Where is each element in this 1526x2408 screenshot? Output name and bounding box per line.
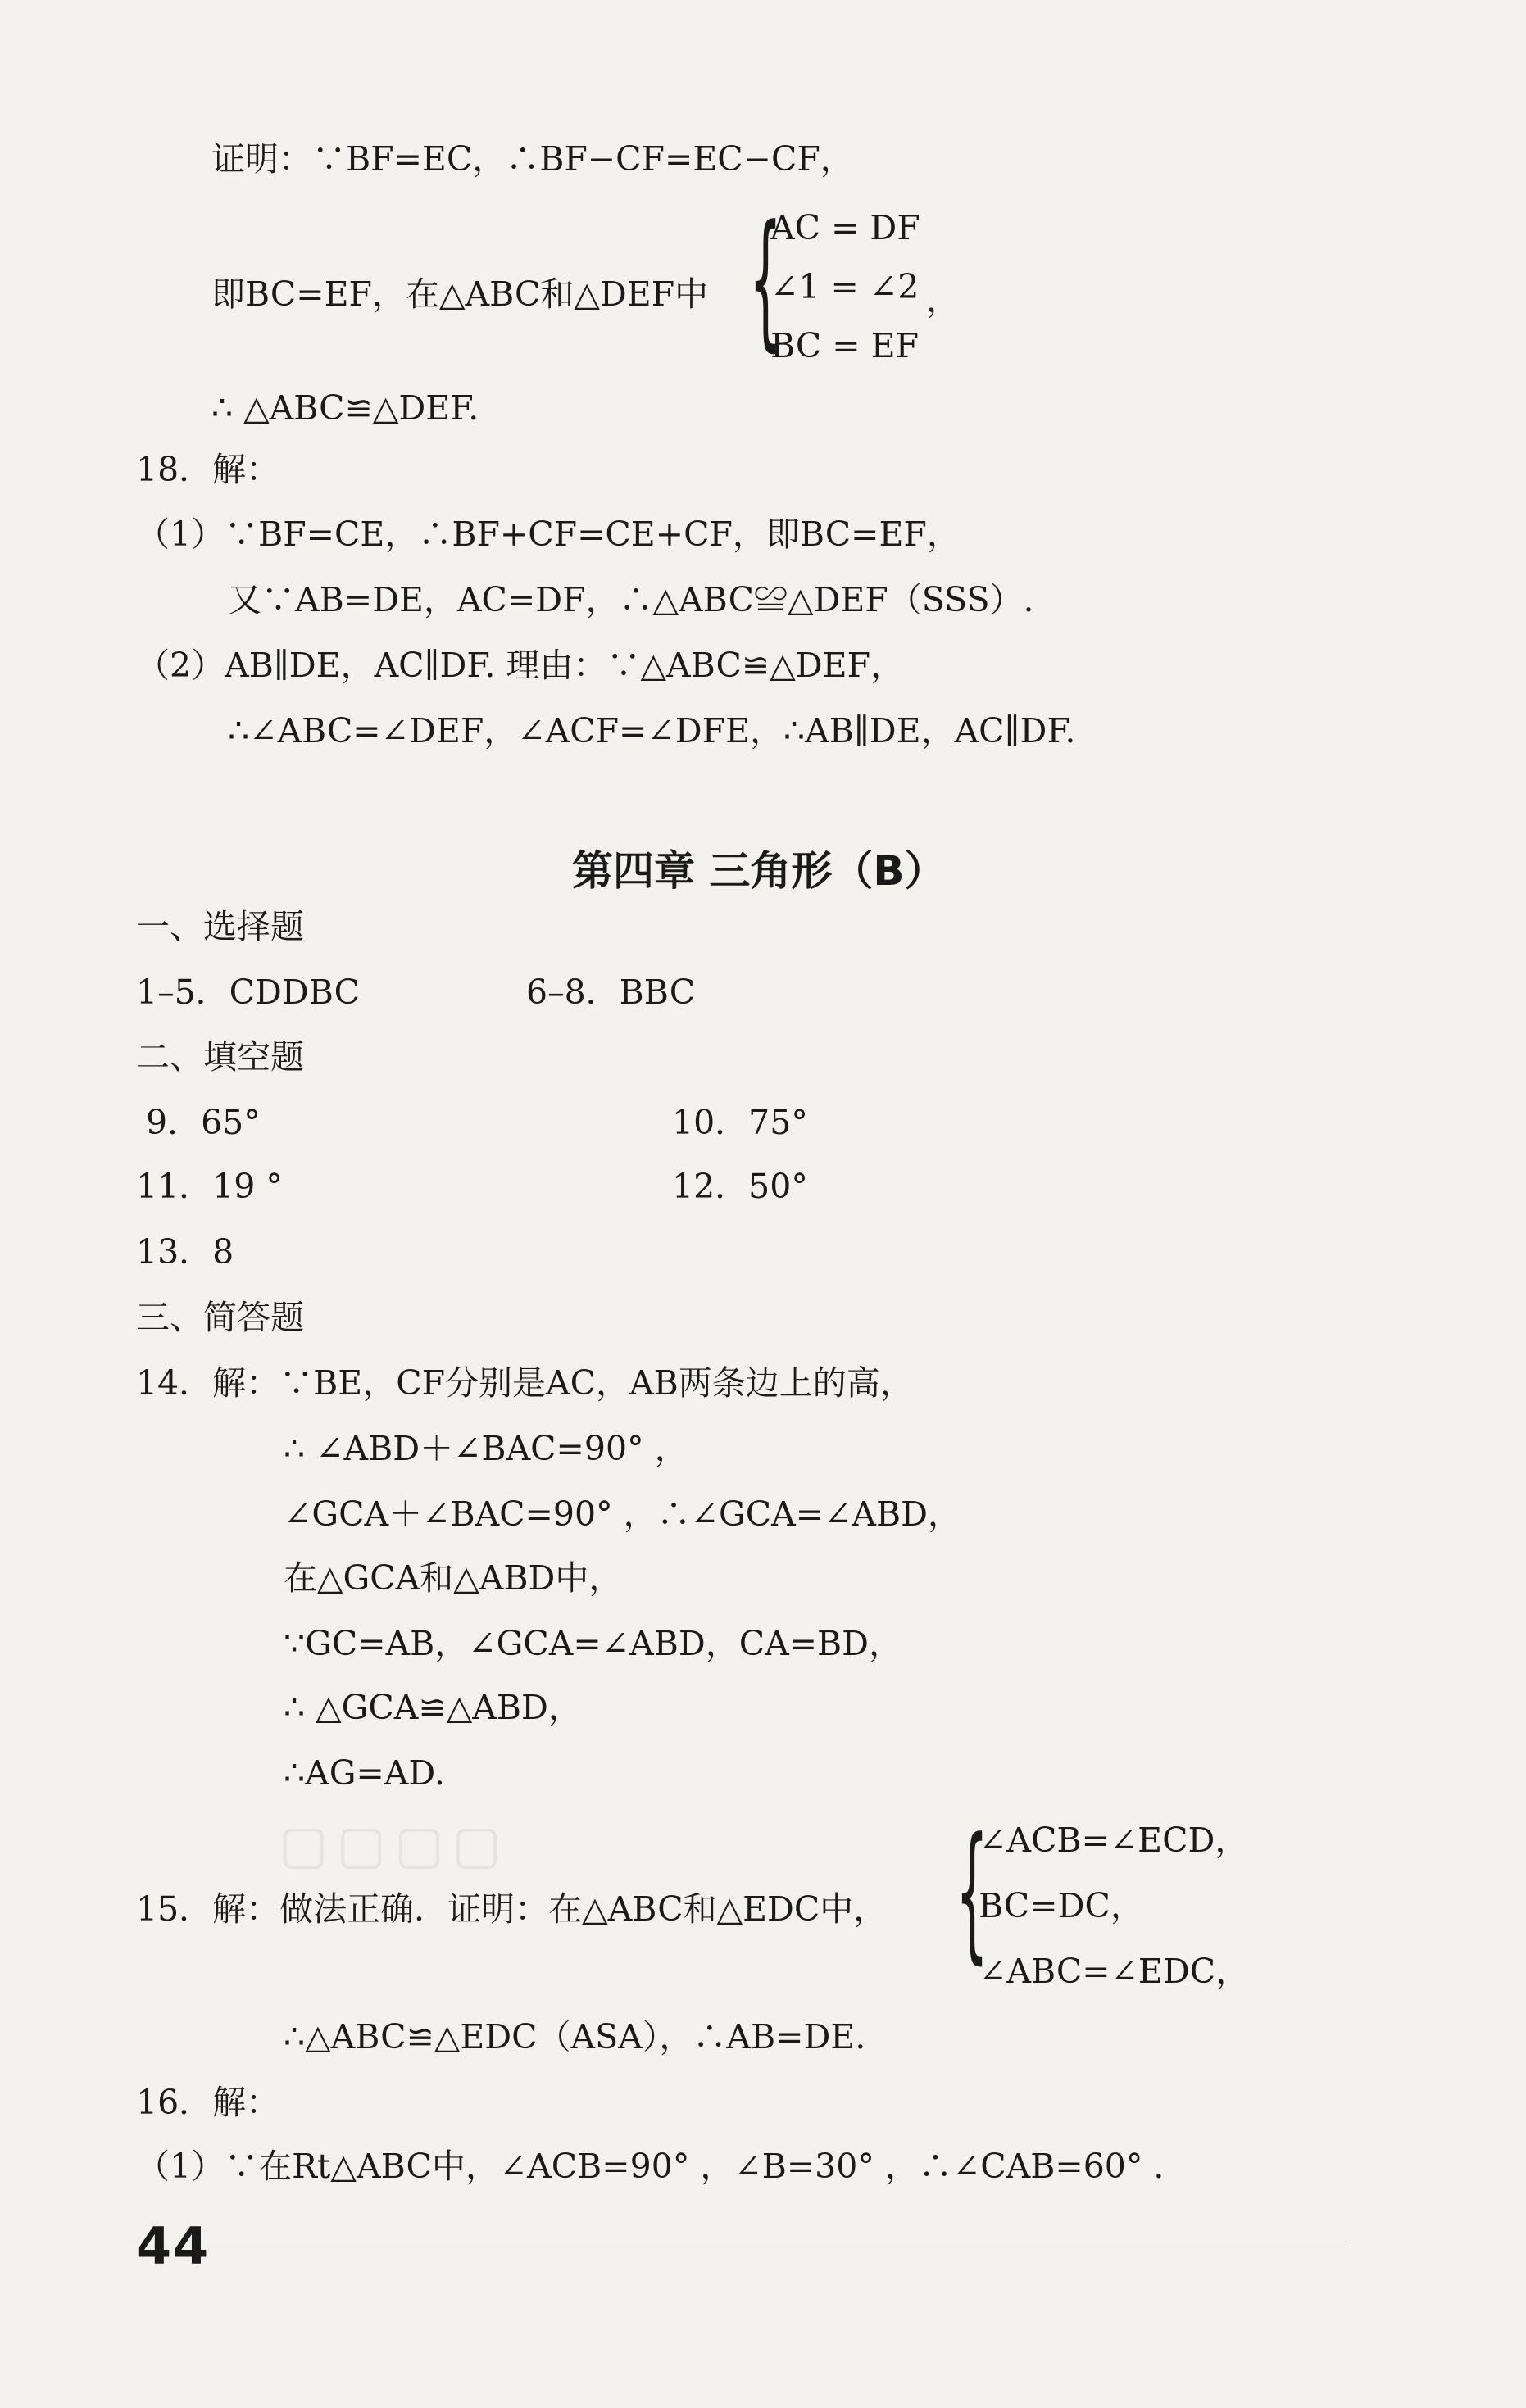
- brace-icon: {: [749, 194, 783, 365]
- choice-answers-2: 6–8．BBC: [526, 973, 696, 1012]
- brace-icon: {: [956, 1807, 989, 1978]
- section-fill: 二、填空题: [136, 1037, 304, 1077]
- q18-part1-line2: 又∵AB=DE，AC=DF，∴△ABC≌△DEF（SSS）.: [228, 580, 1034, 619]
- q14-line3: ∠GCA＋∠BAC=90° ，∴∠GCA=∠ABD，: [284, 1494, 962, 1534]
- fill-answer-13: 13．8: [136, 1232, 234, 1272]
- proof-conclusion: ∴ △ABC≌△DEF.: [211, 388, 479, 428]
- condition-brace-2: [956, 1807, 1300, 1999]
- condition-bc-dc: BC=DC，: [979, 1886, 1144, 1925]
- fill-answer-9: 9．65°: [146, 1103, 261, 1142]
- watermark-mark: ▢▢▢▢: [279, 1815, 510, 1875]
- q18-part2-line2: ∴∠ABC=∠DEF，∠ACF=∠DFE，∴AB∥DE，AC∥DF.: [228, 711, 1076, 751]
- q15-line2: ∴△ABC≌△EDC（ASA），∴AB=DE.: [284, 2017, 866, 2057]
- q16-heading: 16．解：: [136, 2083, 280, 2122]
- q14-line7: ∴AG=AD.: [284, 1753, 445, 1793]
- proof-line-2-prefix: 即BC=EF，在△ABC和△DEF中: [211, 274, 709, 314]
- q14-line6: ∴ △GCA≌△ABD，: [284, 1688, 582, 1727]
- proof-line-1: 证明：∵BF=EC，∴BF−CF=EC−CF，: [211, 139, 854, 179]
- q16-part1: （1）∵在Rt△ABC中，∠ACB=90° ，∠B=30° ，∴∠CAB=60° .: [136, 2147, 1165, 2186]
- q14-line5: ∵GC=AB，∠GCA=∠ABD，CA=BD，: [284, 1624, 903, 1663]
- q14-line2: ∴ ∠ABD＋∠BAC=90° ，: [284, 1429, 688, 1468]
- fill-answer-12: 12．50°: [672, 1167, 808, 1206]
- condition-acb-ecd: ∠ACB=∠ECD，: [979, 1821, 1249, 1860]
- page-number: 44: [136, 2216, 211, 2276]
- q18-part1-line1: （1）∵BF=CE，∴BF+CF=CE+CF，即BC=EF，: [136, 515, 961, 554]
- proof-line-2-suffix: ，: [926, 280, 960, 320]
- condition-bc-ef: BC = EF: [770, 326, 920, 365]
- q14-line1: 14．解：∵BE，CF分别是AC，AB两条边上的高，: [136, 1363, 914, 1403]
- condition-brace-1: [749, 194, 946, 370]
- fill-answer-11: 11．19 °: [136, 1167, 283, 1206]
- q18-heading: 18．解：: [136, 450, 280, 489]
- chapter-title: 第四章 三角形（B）: [572, 847, 946, 895]
- q15-line1: 15．解：做法正确．证明：在△ABC和△EDC中，: [136, 1889, 888, 1929]
- section-choice: 一、选择题: [136, 907, 304, 946]
- choice-answers-1: 1–5．CDDBC: [136, 973, 361, 1012]
- condition-ac-df: AC = DF: [770, 208, 920, 247]
- condition-abc-edc: ∠ABC=∠EDC，: [979, 1952, 1250, 1991]
- q14-line4: 在△GCA和△ABD中，: [284, 1558, 623, 1598]
- condition-angle: ∠1 = ∠2: [770, 267, 920, 306]
- q18-part2-line1: （2）AB∥DE，AC∥DF. 理由：∵△ABC≌△DEF，: [136, 646, 905, 685]
- fill-answer-10: 10．75°: [672, 1103, 808, 1142]
- section-short-answer: 三、简答题: [136, 1298, 304, 1337]
